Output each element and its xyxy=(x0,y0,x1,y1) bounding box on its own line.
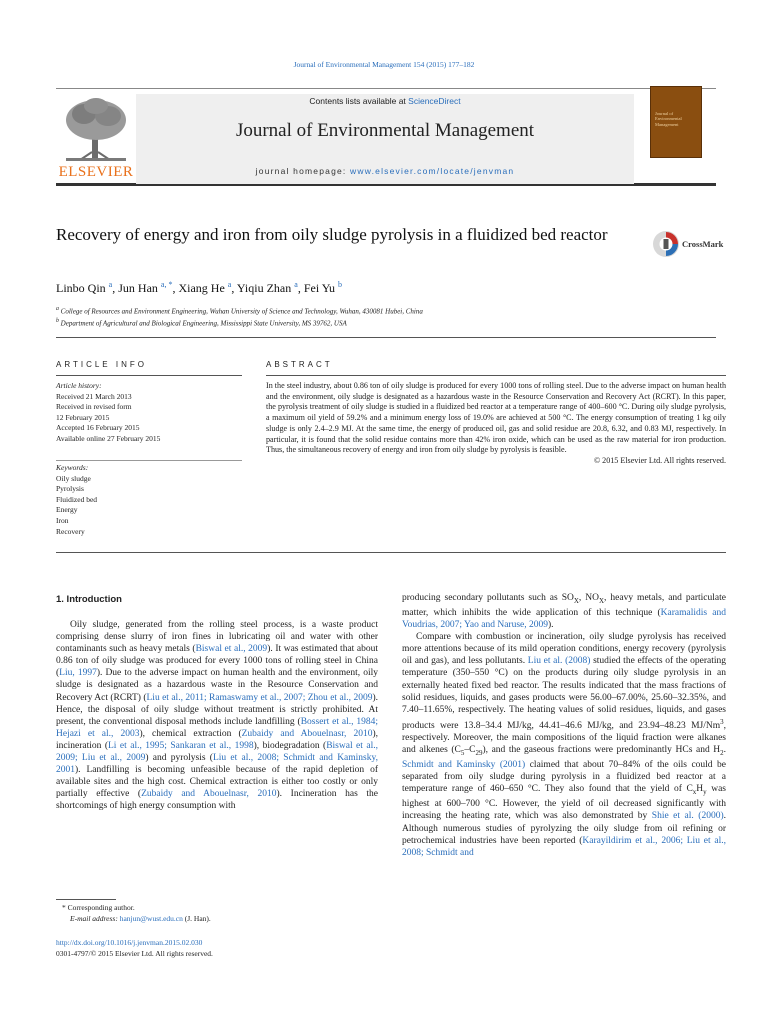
body-text-run: ), incineration ( xyxy=(56,728,379,751)
body-text-run: . Although numerous studies of pyrolyzing the oily sludge from oil refining or petrochemical industries have been reported ( xyxy=(402,811,726,846)
body-text-run: ), biodegradation ( xyxy=(253,740,327,751)
citation-link[interactable]: Biswal et al., 2009; Liu et al., 2009 xyxy=(56,740,378,764)
email-line xyxy=(56,914,378,925)
citation-link[interactable]: Zubaidy and Abouelnasr, 2010 xyxy=(141,789,277,800)
citation-link[interactable]: Liu, 1997 xyxy=(59,668,97,679)
email-link[interactable]: hanjun@wust.edu.cn xyxy=(119,913,183,923)
footnote-rule xyxy=(56,899,116,900)
divider-under-abstract xyxy=(56,552,726,553)
citation-link[interactable]: Schmidt and Kaminsky (2001) xyxy=(402,760,526,771)
abstract-heading: ABSTRACT xyxy=(266,360,333,369)
body-text-run: ). Incineration has the shortcomings of high energy consumption with xyxy=(56,789,379,812)
homepage-link[interactable]: www.elsevier.com/locate/jenvman xyxy=(350,166,515,176)
abstract-body xyxy=(266,381,726,467)
article-history-label: Article history: xyxy=(56,381,102,390)
article-info-heading: ARTICLE INFO xyxy=(56,360,147,369)
contents-line xyxy=(136,96,634,106)
issn-copyright: 0301-4797/© 2015 Elsevier Ltd. All rights reserved. xyxy=(56,948,213,958)
citation-link[interactable]: Karamalidis and Voudrias, 2007; Yao and Naruse, 2009 xyxy=(402,607,726,631)
article-history xyxy=(56,381,242,445)
body-column-left xyxy=(56,619,378,813)
keyword-item: Pyrolysis xyxy=(56,484,84,494)
body-text-run: ), chemical extraction ( xyxy=(139,728,242,739)
subscript-text: 5 xyxy=(460,749,465,758)
author: Xiang He $^a$, xyxy=(178,280,237,295)
cover-line-2: Environmental xyxy=(655,116,682,122)
article-info-rule xyxy=(56,375,242,376)
article-title: Recovery of energy and iron from oily sludge pyrolysis in a fluidized bed reactor xyxy=(56,225,608,244)
doi-link[interactable]: http://dx.doi.org/10.1016/j.jenvman.2015.02.030 xyxy=(56,938,203,947)
history-revised-date: 12 February 2015 xyxy=(56,412,110,422)
footnote xyxy=(56,903,378,924)
author: Jun Han $^{a, *}$, xyxy=(118,280,179,295)
corresponding-author-note: * Corresponding author. xyxy=(62,903,135,912)
citation-link[interactable]: Liu et al., 2011; Ramaswamy et al., 2007; Zhou et al., 2009 xyxy=(146,692,373,703)
elsevier-wordmark: ELSEVIER xyxy=(58,164,134,180)
crossmark-label: CrossMark xyxy=(682,239,724,249)
subscript-text: 29 xyxy=(475,749,483,758)
author: Yiqiu Zhan $^a$, xyxy=(236,280,304,295)
keywords-block xyxy=(56,463,242,537)
affiliation-b-text: Department of Agricultural and Biological Engineering, Mississippi State University, MS 39762, USA xyxy=(60,319,347,328)
body-text-run: . xyxy=(723,745,726,756)
body-column-right xyxy=(402,592,726,859)
homepage-prefix: journal homepage: xyxy=(255,166,351,176)
author-affiliation-mark[interactable]: a xyxy=(294,280,298,289)
affiliation-a xyxy=(56,306,423,315)
body-text-run: Oily sludge, generated from the rolling steel process, is a waste product comprising dense slurry of iron fines in lubricating oil and water with other contaminants such as heavy metals ( xyxy=(56,620,378,655)
author-name: Xiang He xyxy=(178,281,225,295)
body-text-run: , respectively. Moreover, the main compositions of the liquid fraction were alkanes and alkenes (C xyxy=(402,720,726,756)
sciencedirect-link[interactable]: ScienceDirect xyxy=(408,96,461,106)
author-affiliation-mark[interactable]: b xyxy=(338,280,343,289)
author-name: Linbo Qin xyxy=(56,281,106,295)
intro-paragraph-1 xyxy=(56,619,378,813)
citation-link[interactable]: Zubaidy and Abouelnasr, 2010 xyxy=(241,728,373,739)
author-affiliation-mark[interactable]: a, * xyxy=(160,280,173,289)
body-text-run: H xyxy=(696,784,704,795)
keyword-item: Recovery xyxy=(56,526,85,536)
intro-paragraph-2 xyxy=(402,631,726,859)
author xyxy=(304,281,342,295)
body-text-run: , NO xyxy=(578,593,599,603)
citation-link[interactable]: Liu et al. (2008) xyxy=(527,656,591,667)
citation-link[interactable]: Karayildirim et al., 2006; Liu et al., 2008; Schmidt and xyxy=(402,835,726,858)
abstract-rule xyxy=(266,375,726,376)
citation-link[interactable]: Bossert et al., 1984; Hejazi et al., 2003 xyxy=(56,716,378,739)
author-affiliation-mark[interactable]: a xyxy=(227,280,232,289)
email-suffix: (J. Han). xyxy=(182,913,211,923)
contents-prefix: Contents lists available at xyxy=(309,96,409,106)
homepage-line xyxy=(136,166,634,176)
history-revised-label: Received in revised form xyxy=(56,402,132,412)
email-label: E-mail address: xyxy=(70,913,120,923)
intro-paragraph-continued xyxy=(402,592,726,631)
keyword-item: Fluidized bed xyxy=(56,494,98,504)
body-text-run: ). Due to the adverse impact on human health and the environment, oily sludge is designated as a hazardous waste in the Resource Conservation and Recovery Act (RCRT) ( xyxy=(56,668,378,703)
citation-link[interactable]: Liu et al., 2008; Schmidt and Kaminsky, 2001 xyxy=(56,753,379,776)
crossmark-icon xyxy=(652,230,680,258)
keyword-item: Energy xyxy=(56,505,78,515)
subscript-text: X xyxy=(573,596,579,605)
subscript-text: x xyxy=(692,788,697,797)
author-name: Yiqiu Zhan xyxy=(236,281,292,295)
history-online: Available online 27 February 2015 xyxy=(56,433,161,443)
history-accepted: Accepted 16 February 2015 xyxy=(56,423,140,433)
author: Linbo Qin $^a$, xyxy=(56,280,119,295)
elsevier-logo[interactable] xyxy=(56,94,136,184)
body-text-run: was highest at 600–700 °C. However, the yield of oil decreased significantly with increasing the heating rate, which was also demonstrated by xyxy=(402,784,726,822)
affiliation-a-mark: a xyxy=(56,306,59,312)
keyword-item: Oily sludge xyxy=(56,473,91,483)
body-text-run: ), and the gaseous fractions were predominantly HCs and H xyxy=(482,745,721,756)
affiliation-b-mark: b xyxy=(56,318,59,324)
keywords-rule xyxy=(56,460,242,461)
affiliation-a-text: College of Resources and Environment Engineering, Wuhan University of Science and Technology, Wuhan, 430081 Hubei, China xyxy=(60,307,423,316)
body-text-run: –C xyxy=(464,745,476,756)
subscript-text: X xyxy=(598,596,605,605)
section-heading-introduction: 1. Introduction xyxy=(56,594,122,605)
cover-line-1: Journal of xyxy=(655,111,674,116)
journal-header-panel xyxy=(136,94,634,184)
body-text-run: ). Hence, the disposal of oily sludge without treatment is strictly prohibited. At present, the conventional disposal methods include landfilling ( xyxy=(56,692,378,727)
cover-line-3: Management xyxy=(655,121,679,127)
body-text-run: ). Landfilling is becoming unfeasible because of the rapid depletion of available sites and the high cost. Chemical extraction is either too costly or only partially effective ( xyxy=(56,765,378,800)
abstract-text: In the steel industry, about 0.86 ton of oily sludge is produced for every 1000 tons of rolling steel. Due to the adverse impact on human health and the environment, oily sludge is designated as a hazardous waste in the Resource Conservation and Recovery Act (RCRT). In this paper, the pyrolysis treatment of oily sludge is studied in a fluidized bed reactor at a temperature range of 400–600 °C. During oily sludge pyrolysis, a maximum oil yield of 59.2% and a minimum energy loss of 19.0% are achieved at 500 °C. The energy consumption of treating 1 kg oily sludge is only 2.4–2.9 MJ. At the same time, the energy of produced oil, gas and solid residue are 20.8, 6.32, and 0.83 MJ, respectively. In particular, it is found that the solid residue contains more than 42% iron oxide, which can be used as the raw material for iron production. Thus, the simultaneous recovery of energy and iron from oily sludge by pyrolysis is feasible. xyxy=(266,381,726,455)
divider-under-affiliations xyxy=(56,337,716,338)
body-text-run: ) and pyrolysis ( xyxy=(145,753,213,764)
cover-title xyxy=(655,111,699,127)
abstract-copyright: © 2015 Elsevier Ltd. All rights reserved. xyxy=(593,455,726,465)
keyword-item: Iron xyxy=(56,515,69,525)
body-text-run: Compare with combustion or incineration, oily sludge pyrolysis has received more attentions because of its mild operation conditions, energy recovery (pyrolysis oil and gas), and less pollutants. xyxy=(402,632,726,667)
body-text-run: ). It was estimated that about 0.86 ton of oily sludge was produced for every 1000 tons of rolling steel in China ( xyxy=(56,644,378,679)
body-text-run: producing secondary pollutants such as SO xyxy=(402,593,574,603)
citation-link[interactable]: Biswal et al., 2009 xyxy=(195,644,268,655)
citation-link[interactable]: Li et al., 1995; Sankaran et al., 1998 xyxy=(108,740,254,751)
body-text-run: ). xyxy=(548,620,554,631)
body-text-run: , heavy metals, and particulate matter, which inhibits the wide application of this technique ( xyxy=(402,593,726,618)
affiliation-b xyxy=(56,318,347,327)
author-affiliation-mark[interactable]: a xyxy=(108,280,113,289)
journal-title: Journal of Environmental Management xyxy=(235,120,535,141)
doi-block xyxy=(56,938,378,959)
journal-cover-thumbnail[interactable] xyxy=(650,86,702,158)
journal-citation-link[interactable]: Journal of Environmental Management 154 (2015) 177–182 xyxy=(293,60,475,69)
citation-link[interactable]: Shie et al. (2000) xyxy=(651,811,724,822)
author-name: Fei Yu xyxy=(303,281,336,295)
keywords-label: Keywords: xyxy=(56,463,89,472)
body-text-run: claimed that about 70–84% of the oils could be separated from oily sludge during pyrolysis in a fluidized bed reactor at a temperature range of 460–650 °C. They also found that the yield of C xyxy=(402,760,727,795)
authors-line xyxy=(56,280,656,296)
author-name: Jun Han xyxy=(118,281,158,295)
superscript-text: 3 xyxy=(720,717,724,726)
crossmark-badge[interactable] xyxy=(652,230,732,258)
body-text-run: studied the effects of the operating temperature (350–550 °C) on the products during oily sludge pyrolysis in an externally heated fixed bed reactor. The results indicated that the mass fractions of solid residues, liquids, and gases products were 56.00–67.00%, 25.60–32.35%, and 7.40–11.65%, respectively. The heating values of solid residues, liquids, and gases products were 13.8–34.4 MJ/kg, 44.41–46.6 MJ/kg, and 23.94–48.23 MJ/Nm xyxy=(402,656,727,731)
history-received: Received 21 March 2013 xyxy=(56,391,132,401)
subscript-text: 2 xyxy=(720,749,724,758)
subscript-text: y xyxy=(703,788,707,797)
